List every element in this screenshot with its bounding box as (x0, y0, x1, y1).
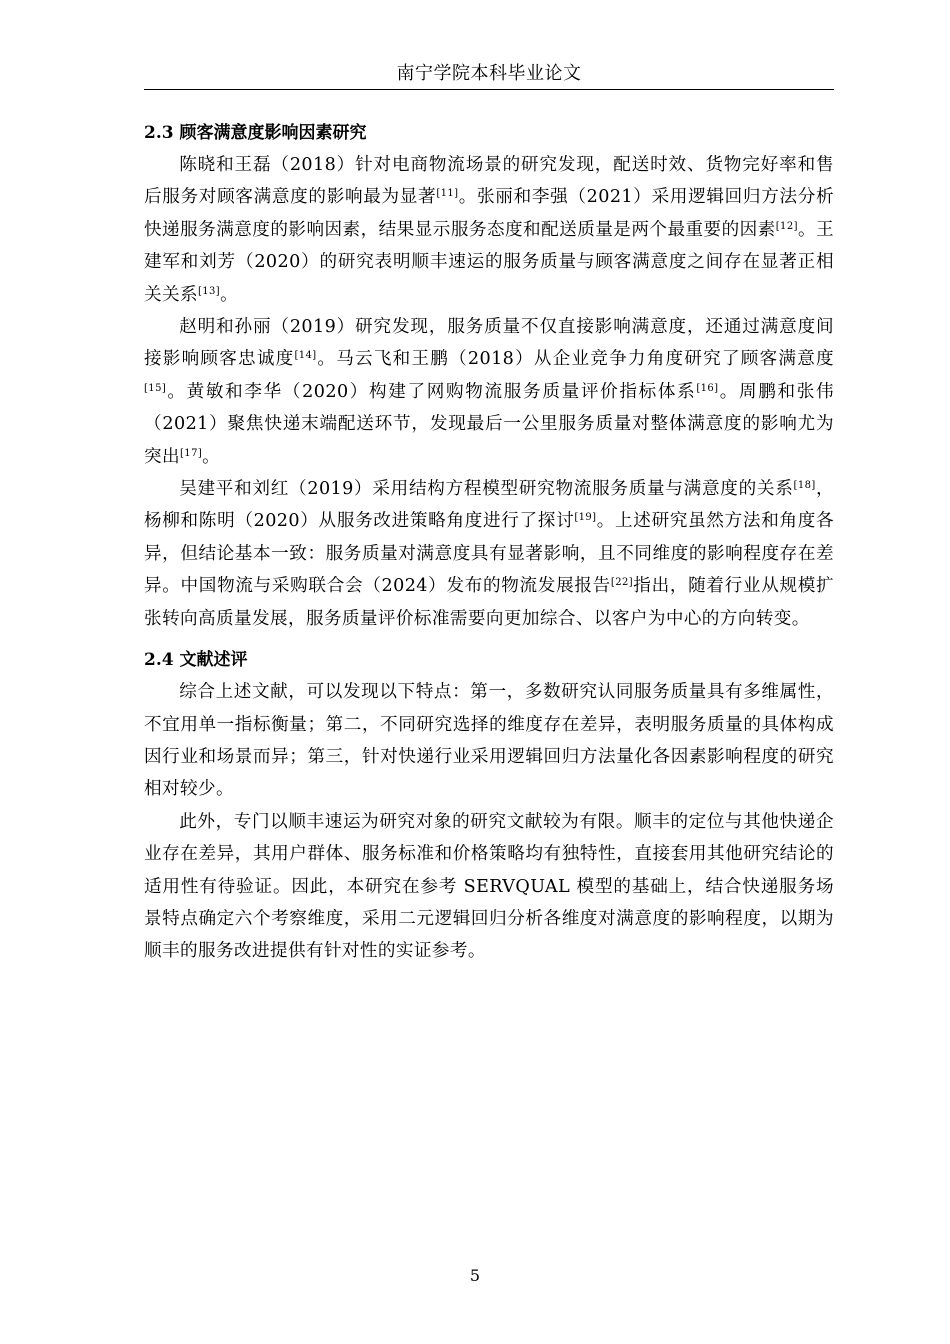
paragraph-text: 。上述研究虽然方法和角度各异，但结论基本一致：服务质量对满意度具有显著影响，且不同维度的影响程度存在差异。中国物流与采购联合会（2024）发布的物流发展报告 (144, 511, 835, 597)
citation-marker: [13] (197, 285, 221, 297)
paragraph-text: 。周鹏和张伟（2021）聚焦快递末端配送环节，发现最后一公里服务质量对整体满意度的影响尤为突出 (144, 381, 834, 467)
citation-marker: [19] (574, 512, 597, 524)
paragraph-text: 。王建军和刘芳（2020）的研究表明顺丰速运的服务质量与顾客满意度之间存在显著正相关关系 (144, 219, 834, 305)
citation-marker: [15] (144, 382, 167, 394)
paragraph (144, 473, 834, 635)
paragraph-text: 吴建平和刘红（2019）采用结构方程模型研究物流服务质量与满意度的关系 (179, 479, 794, 500)
paragraph-text: 陈晓和王磊（2018）针对电商物流场景的研究发现，配送时效、货物完好率和售后服务对顾客满意度的影响最为显著 (144, 155, 834, 208)
paragraph-text: 赵明和孙丽（2019）研究发现，服务质量不仅直接影响满意度，还通过满意度间接影响顾客忠诚度 (144, 317, 834, 370)
paragraph-text: 。 (220, 284, 239, 305)
paragraph-text: 。张丽和李强（2021）采用逻辑回归方法分析快递服务满意度的影响因素，结果显示服务态度和配送质量是两个最重要的因素 (144, 187, 835, 240)
section-heading-2-3: 2.3 顾客满意度影响因素研究 (144, 123, 367, 143)
citation-marker: [18] (793, 480, 816, 492)
citation-marker: [12] (775, 220, 798, 232)
page-header: 南宁学院本科毕业论文 (144, 60, 834, 90)
citation-marker: [11] (436, 188, 459, 200)
citation-marker: [14] (294, 350, 317, 362)
citation-marker: [17] (180, 447, 203, 459)
paragraph (144, 806, 834, 968)
paragraph-text: 综合上述文献，可以发现以下特点：第一，多数研究认同服务质量具有多维属性，不宜用单一指标衡量；第二，不同研究选择的维度存在差异，表明服务质量的具体构成因行业和场景而异；第三，针对快递行业采用逻辑回归方法量化各因素影响程度的研究相对较少。 (144, 682, 834, 800)
citation-marker: [16] (696, 382, 719, 394)
section-heading-2-4: 2.4 文献述评 (144, 650, 248, 671)
paragraph-text: 此外，专门以顺丰速运为研究对象的研究文献较为有限。顺丰的定位与其他快递企业存在差异，其用户群体、服务标准和价格策略均有独特性，直接套用其他研究结论的适用性有待验证。因此，本研究在参考 SERVQUAL 模型的基础上，结合快递服务场景特点确定六个考察维度，采用二元逻辑回归分析各维度对满意度的影响程度，以期为顺丰的服务改进提供有针对性的实证参考。 (144, 811, 834, 962)
paragraph-text: 。黄敏和李华（2020）构建了网购物流服务质量评价指标体系 (166, 381, 697, 402)
paragraph (144, 311, 834, 473)
page-number: 5 (469, 1266, 481, 1285)
document-body (144, 117, 834, 968)
paragraph (144, 676, 834, 806)
paragraph-text: 指出，随着行业从规模扩张转向高质量发展，服务质量评价标准需要向更加综合、以客户为中心的方向转变。 (144, 576, 835, 629)
citation-marker: [22] (610, 577, 634, 589)
paragraph-text: 。马云飞和王鹏（2018）从企业竞争力角度研究了顾客满意度 (316, 349, 834, 370)
paragraph-text: ，杨柳和陈明（2020）从服务改进策略角度进行了探讨 (144, 479, 834, 532)
paragraph (144, 149, 834, 311)
paragraph-text: 。 (202, 446, 221, 467)
